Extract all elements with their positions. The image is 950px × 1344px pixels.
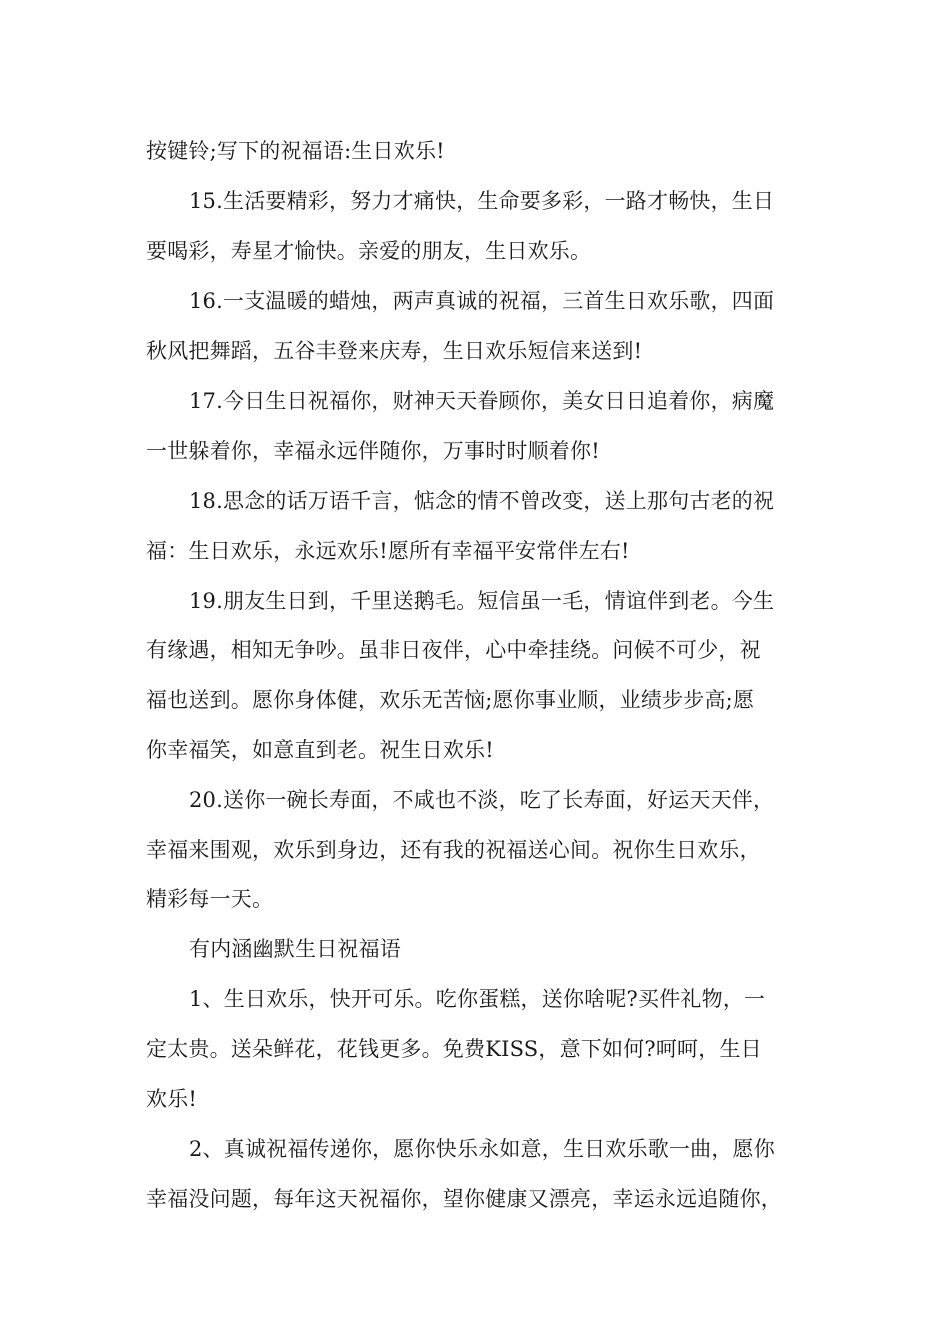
paragraph-16-line-1: 16.一支温暖的蜡烛，两声真诚的祝福，三首生日欢乐歌，四面 (189, 289, 775, 313)
section-heading: 有内涵幽默生日祝福语 (189, 937, 401, 961)
paragraph-15-line-1: 15.生活要精彩，努力才痛快，生命要多彩，一路才畅快，生日 (189, 189, 775, 213)
paragraph-20-line-3: 精彩每一天。 (146, 887, 274, 911)
paragraph-20-line-1: 20.送你一碗长寿面，不咸也不淡，吃了长寿面，好运天天伴， (189, 788, 775, 812)
item-2-line-1: 2、真诚祝福传递你，愿你快乐永如意，生日欢乐歌一曲，愿你 (189, 1137, 775, 1161)
item-1-line-3: 欢乐! (146, 1087, 198, 1111)
paragraph-16-line-2: 秋风把舞蹈，五谷丰登来庆寿，生日欢乐短信来送到! (146, 339, 643, 363)
text-line: 按键铃;写下的祝福语:生日欢乐! (146, 139, 445, 163)
paragraph-18-line-2: 福：生日欢乐，永远欢乐!愿所有幸福平安常伴左右! (146, 539, 630, 563)
paragraph-19-line-2: 有缘遇，相知无争吵。虽非日夜伴，心中牵挂绕。问候不可少，祝 (146, 638, 761, 662)
paragraph-19-line-4: 你幸福笑，如意直到老。祝生日欢乐! (146, 738, 494, 762)
paragraph-18-line-1: 18.思念的话万语千言，惦念的情不曾改变，送上那句古老的祝 (189, 489, 775, 513)
paragraph-19-line-1: 19.朋友生日到，千里送鹅毛。短信虽一毛，情谊伴到老。今生 (189, 589, 775, 613)
paragraph-20-line-2: 幸福来围观，欢乐到身边，还有我的祝福送心间。祝你生日欢乐， (146, 838, 761, 862)
paragraph-15-line-2: 要喝彩，寿星才愉快。亲爱的朋友，生日欢乐。 (146, 239, 592, 263)
item-1-line-2: 定太贵。送朵鲜花，花钱更多。免费KISS，意下如何?呵呵，生日 (146, 1037, 762, 1061)
paragraph-19-line-3: 福也送到。愿你身体健，欢乐无苦恼;愿你事业顺，业绩步步高;愿 (146, 688, 755, 712)
item-2-line-2: 幸福没问题，每年这天祝福你，望你健康又漂亮，幸运永远追随你， (146, 1187, 782, 1211)
paragraph-17-line-1: 17.今日生日祝福你，财神天天眷顾你，美女日日追着你，病魔 (189, 389, 775, 413)
item-1-line-1: 1、生日欢乐，快开可乐。吃你蛋糕，送你啥呢?买件礼物，一 (189, 987, 766, 1011)
paragraph-17-line-2: 一世躲着你，幸福永远伴随你，万事时时顺着你! (146, 439, 600, 463)
